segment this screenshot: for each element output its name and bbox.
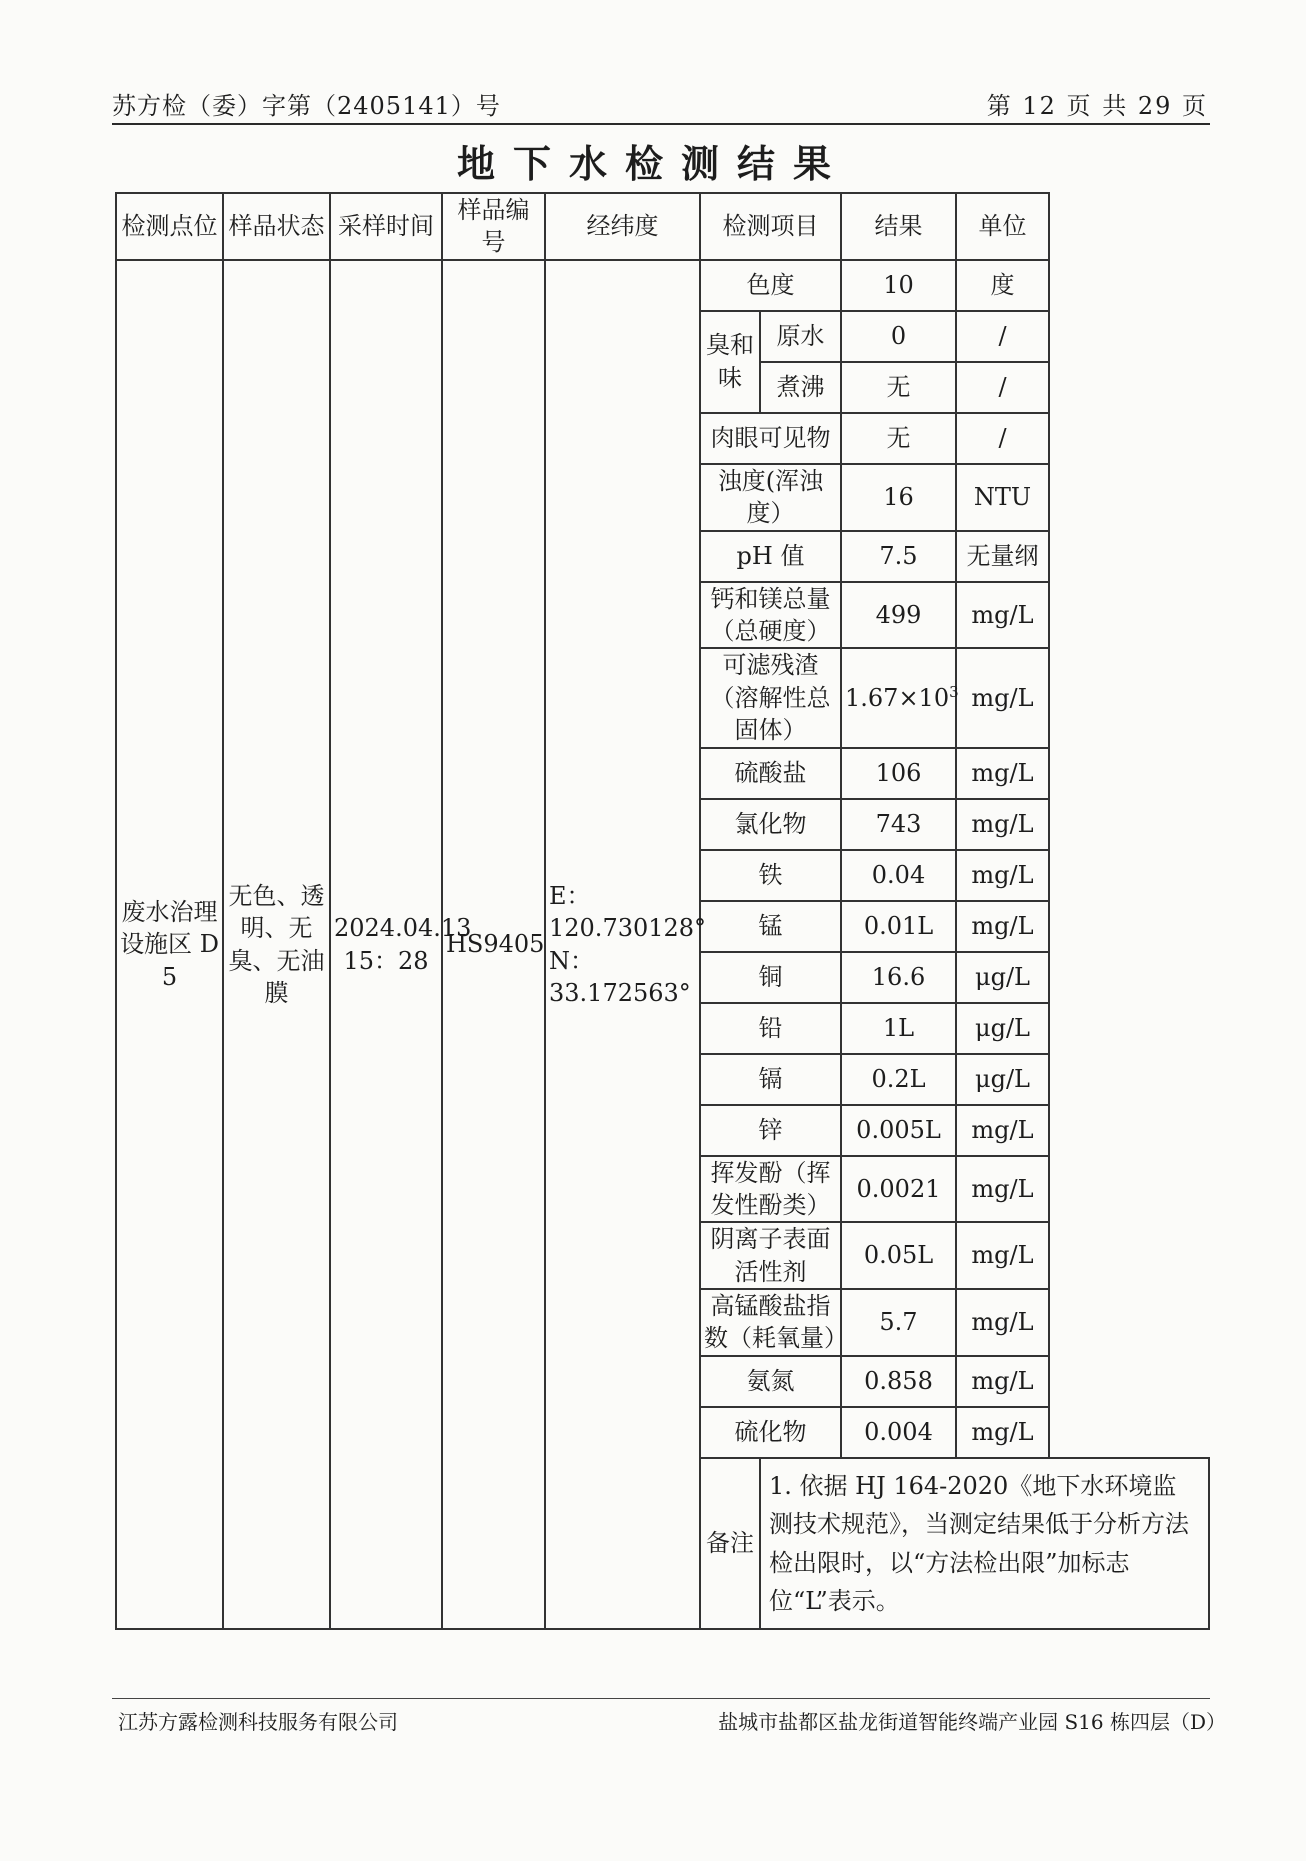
item-unit: mg/L [956, 648, 1049, 747]
item-result [841, 648, 959, 747]
sample-id: HS9405 [442, 260, 545, 1630]
item-name: 氨氮 [700, 1356, 841, 1407]
col-header: 样品状态 [223, 193, 330, 260]
item-result: 0.005L [841, 1105, 956, 1156]
item-unit: mg/L [956, 850, 1049, 901]
header-rule [112, 123, 1210, 125]
remark-label: 备注 [700, 1458, 760, 1630]
latitude: N：33.172563° [549, 946, 691, 1007]
item-unit: μg/L [956, 1054, 1049, 1105]
odor-label: 臭和味 [700, 311, 760, 413]
item-name: 氯化物 [700, 799, 841, 850]
item-result: 无 [841, 362, 956, 413]
item-unit: mg/L [956, 1105, 1049, 1156]
longitude: E：120.730128° [549, 881, 707, 943]
sample-time [330, 260, 472, 1630]
item-name: 挥发酚（挥发性酚类） [700, 1156, 841, 1223]
item-name: 镉 [700, 1054, 841, 1105]
footer-address: 盐城市盐都区盐龙街道智能终端产业园 S16 栋四层（D） [718, 1710, 1226, 1734]
item-unit: mg/L [956, 1156, 1049, 1223]
item-result: 743 [841, 799, 956, 850]
item-name: 硫化物 [700, 1407, 841, 1458]
item-result: 0.04 [841, 850, 956, 901]
page-info: 第 12 页 共 29 页 [986, 92, 1208, 120]
item-result: 0.858 [841, 1356, 956, 1407]
sample-clock: 15：28 [343, 946, 429, 975]
item-name: 煮沸 [760, 362, 841, 413]
col-header: 经纬度 [545, 193, 700, 260]
sample-site: 废水治理设施区 D5 [116, 260, 223, 1630]
sample-date: 2024.04.13 [334, 914, 472, 943]
item-result: 1L [841, 1003, 956, 1054]
col-header: 单位 [956, 193, 1049, 260]
remark-text: 1. 依据 HJ 164-2020《地下水环境监测技术规范》，当测定结果低于分析方法检出限时，以“方法检出限”加标志位“L”表示。 [760, 1458, 1209, 1630]
item-result: 0.05L [841, 1222, 956, 1289]
report-number: 苏方检（委）字第（2405141）号 [112, 92, 501, 120]
results-table [115, 192, 1210, 1630]
item-result: 0.2L [841, 1054, 956, 1105]
item-unit: mg/L [956, 901, 1049, 952]
col-header: 检测项目 [700, 193, 841, 260]
table-row [116, 260, 1209, 311]
item-result: 16.6 [841, 952, 956, 1003]
item-result: 0.01L [841, 901, 956, 952]
item-name: 高锰酸盐指数（耗氧量） [700, 1289, 841, 1356]
footer-rule [112, 1698, 1210, 1699]
item-unit: 度 [956, 260, 1049, 311]
item-unit: mg/L [956, 1356, 1049, 1407]
item-unit: / [956, 413, 1049, 464]
footer-company: 江苏方露检测科技服务有限公司 [118, 1710, 398, 1734]
item-unit: NTU [956, 464, 1049, 531]
coordinates [545, 260, 707, 1630]
item-unit: μg/L [956, 952, 1049, 1003]
item-name: 铁 [700, 850, 841, 901]
col-header: 样品编号 [442, 193, 545, 260]
item-result: 16 [841, 464, 956, 531]
item-unit: μg/L [956, 1003, 1049, 1054]
item-unit: mg/L [956, 1407, 1049, 1458]
sample-state: 无色、透明、无臭、无油膜 [223, 260, 330, 1630]
col-header: 结果 [841, 193, 956, 260]
item-result: 106 [841, 748, 956, 799]
item-name: pH 值 [700, 531, 841, 582]
item-result: 无 [841, 413, 956, 464]
item-unit: mg/L [956, 799, 1049, 850]
result-base: 1.67×10 [845, 683, 950, 712]
item-result: 0.004 [841, 1407, 956, 1458]
item-result: 5.7 [841, 1289, 956, 1356]
item-unit: mg/L [956, 1222, 1049, 1289]
item-name: 原水 [760, 311, 841, 362]
item-name: 可滤残渣（溶解性总固体） [700, 648, 841, 747]
item-unit: / [956, 362, 1049, 413]
item-name: 浊度(浑浊度） [700, 464, 841, 531]
item-unit: 无量纲 [956, 531, 1049, 582]
item-name: 铜 [700, 952, 841, 1003]
item-unit: mg/L [956, 582, 1049, 649]
item-unit: mg/L [956, 1289, 1049, 1356]
item-name: 锌 [700, 1105, 841, 1156]
item-result: 7.5 [841, 531, 956, 582]
item-unit: mg/L [956, 748, 1049, 799]
item-name: 硫酸盐 [700, 748, 841, 799]
item-name: 肉眼可见物 [700, 413, 841, 464]
item-unit: / [956, 311, 1049, 362]
item-name: 钙和镁总量（总硬度） [700, 582, 841, 649]
col-header: 检测点位 [116, 193, 223, 260]
header-row [116, 193, 1209, 260]
item-name: 阴离子表面活性剂 [700, 1222, 841, 1289]
item-result: 0 [841, 311, 956, 362]
page-title: 地下水检测结果 [456, 141, 849, 186]
col-header: 采样时间 [330, 193, 442, 260]
item-result: 10 [841, 260, 956, 311]
item-result: 499 [841, 582, 956, 649]
item-name: 色度 [700, 260, 841, 311]
item-result: 0.0021 [841, 1156, 956, 1223]
item-name: 铅 [700, 1003, 841, 1054]
result-exponent: 3 [949, 682, 959, 701]
item-name: 锰 [700, 901, 841, 952]
